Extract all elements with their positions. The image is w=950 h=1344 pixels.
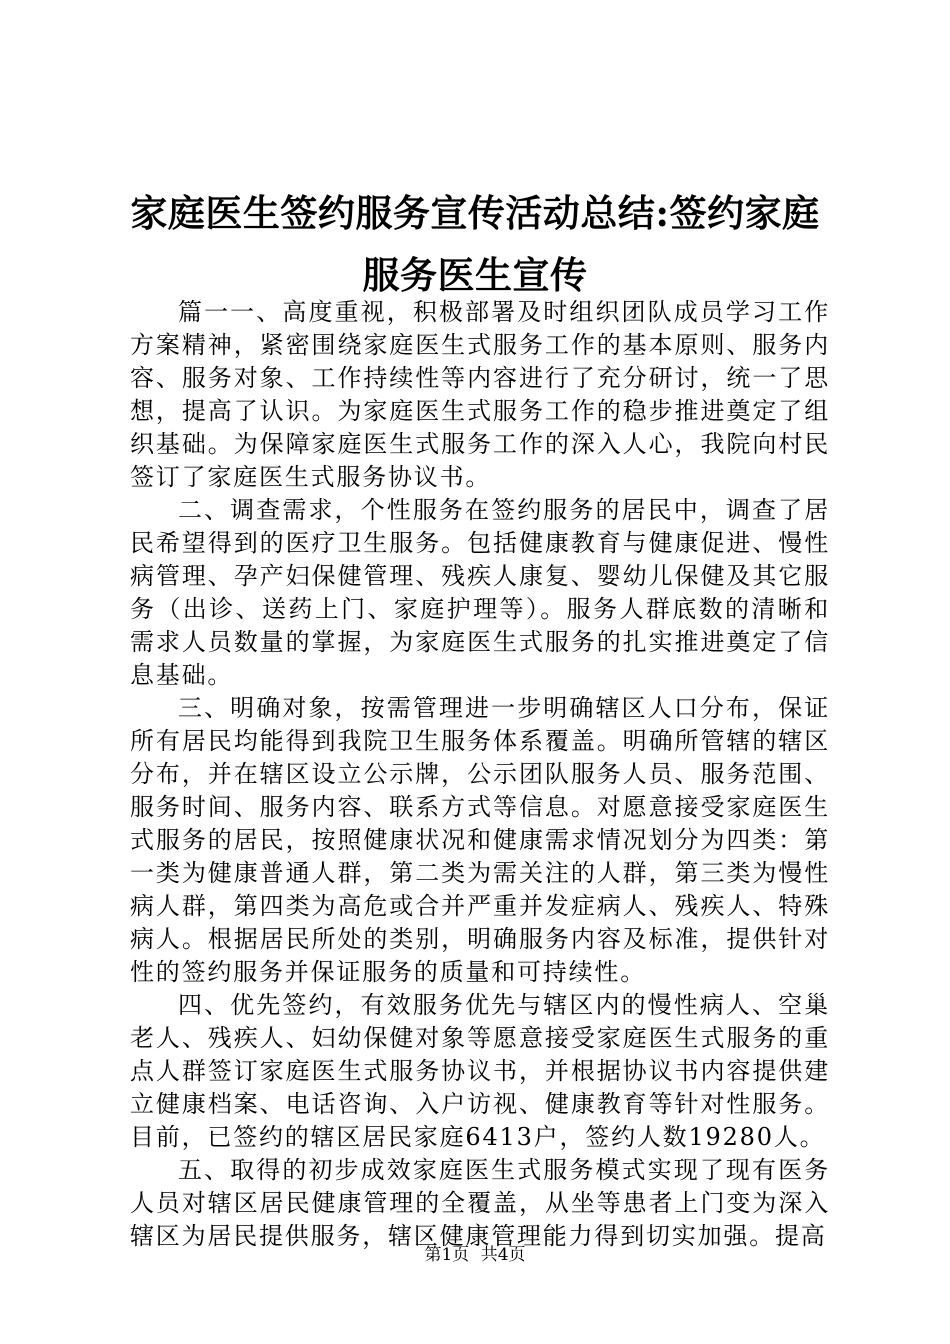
document-body [130, 296, 830, 1253]
paragraph-2: 二、调查需求，个性服务在签约服务的居民中，调查了居民希望得到的医疗卫生服务。包括健康教育与健康促进、慢性病管理、孕产妇保健管理、残疾人康复、婴幼儿保健及其它服务（出诊、送药上门、家庭护理等）。服务人群底数的清晰和需求人员数量的掌握，为家庭医生式服务的扎实推进奠定了信息基础。 [130, 496, 830, 689]
paragraph-3: 三、明确对象，按需管理进一步明确辖区人口分布，保证所有居民均能得到我院卫生服务体系覆盖。明确所管辖的辖区分布，并在辖区设立公示牌，公示团队服务人员、服务范围、服务时间、服务内容、联系方式等信息。对愿意接受家庭医生式服务的居民，按照健康状况和健康需求情况划分为四类：第一类为健康普通人群，第二类为需关注的人群，第三类为慢性病人群，第四类为高危或合并严重并发症病人、残疾人、特殊病人。根据居民所处的类别，明确服务内容及标准，提供针对性的签约服务并保证服务的质量和可持续性。 [130, 694, 830, 986]
page-total: 共4页 [480, 1245, 526, 1265]
paragraph-5: 五、取得的初步成效家庭医生式服务模式实现了现有医务人员对辖区居民健康管理的全覆盖，从坐等患者上门变为深入辖区为居民提供服务，辖区健康管理能力得到切实加强。提高 [130, 1156, 830, 1250]
page-number: 第1页 [424, 1245, 470, 1265]
paragraph-4: 四、优先签约，有效服务优先与辖区内的慢性病人、空巢老人、残疾人、妇幼保健对象等愿意接受家庭医生式服务的重点人群签订家庭医生式服务协议书，并根据协议书内容提供建立健康档案、电话咨询、入户访视、健康教育等针对性服务。目前，已签约的辖区居民家庭6413户，签约人数19280人。 [130, 991, 830, 1151]
paragraph-1: 篇一一、高度重视，积极部署及时组织团队成员学习工作方案精神，紧密围绕家庭医生式服务工作的基本原则、服务内容、服务对象、工作持续性等内容进行了充分研讨，统一了思想，提高了认识。为家庭医生式服务工作的稳步推进奠定了组织基础。为保障家庭医生式服务工作的深入人心，我院向村民签订了家庭医生式服务协议书。 [130, 298, 830, 491]
page-footer [0, 1243, 950, 1267]
document-title: 家庭医生签约服务宣传活动总结:签约家庭服务医生宣传 [130, 191, 820, 297]
